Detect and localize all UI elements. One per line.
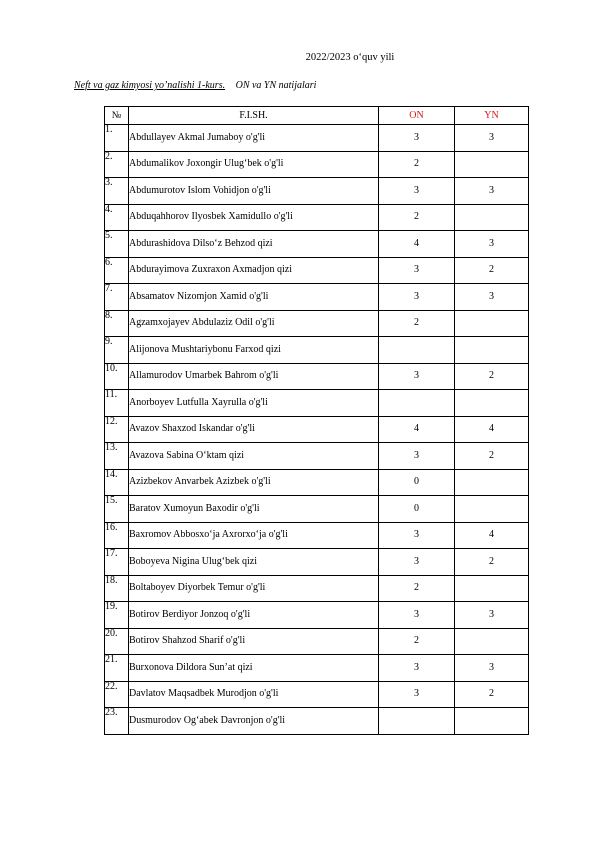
row-number: 10. xyxy=(105,363,129,390)
yn-score xyxy=(455,575,529,602)
table-row xyxy=(105,257,529,284)
table-row xyxy=(105,655,529,682)
table-row xyxy=(105,575,529,602)
direction-label: Neft va gaz kimyosi yo’nalishi 1-kurs. xyxy=(74,80,226,91)
row-number: 3. xyxy=(105,178,129,205)
row-number: 1. xyxy=(105,125,129,152)
yn-score: 2 xyxy=(455,549,529,576)
column-header-yn: YN xyxy=(455,107,529,125)
yn-score: 3 xyxy=(455,655,529,682)
yn-score xyxy=(455,310,529,337)
on-score: 3 xyxy=(379,178,455,205)
student-name: Alijonova Mushtariybonu Farxod qizi xyxy=(129,337,379,364)
on-score: 3 xyxy=(379,681,455,708)
student-name: Abdumurotov Islom Vohidjon o'g'li xyxy=(129,178,379,205)
yn-score xyxy=(455,496,529,523)
student-name: Avazov Shaxzod Iskandar o'g'li xyxy=(129,416,379,443)
table-row xyxy=(105,443,529,470)
yn-score: 2 xyxy=(455,443,529,470)
student-name: Burxonova Dildora Sun’at qizi xyxy=(129,655,379,682)
table-row xyxy=(105,284,529,311)
yn-score: 4 xyxy=(455,416,529,443)
academic-year: 2022/2023 o‘quv yili xyxy=(305,52,395,63)
student-name: Avazova Sabina O‘ktam qizi xyxy=(129,443,379,470)
yn-score: 4 xyxy=(455,522,529,549)
row-number: 2. xyxy=(105,151,129,178)
on-score xyxy=(379,390,455,417)
table-row xyxy=(105,231,529,258)
on-score: 3 xyxy=(379,363,455,390)
results-title: ON va YN natijalari xyxy=(235,80,317,91)
on-score: 0 xyxy=(379,469,455,496)
yn-score: 3 xyxy=(455,231,529,258)
row-number: 15. xyxy=(105,496,129,523)
row-number: 13. xyxy=(105,443,129,470)
student-name: Abdurashidova Dilso‘z Behzod qizi xyxy=(129,231,379,258)
on-score: 4 xyxy=(379,416,455,443)
row-number: 17. xyxy=(105,549,129,576)
student-name: Boltaboyev Diyorbek Temur o'g'li xyxy=(129,575,379,602)
yn-score: 2 xyxy=(455,363,529,390)
on-score: 2 xyxy=(379,151,455,178)
yn-score xyxy=(455,337,529,364)
yn-score: 3 xyxy=(455,125,529,152)
on-score: 2 xyxy=(379,575,455,602)
student-name: Dusmurodov Og‘abek Davronjon o'g'li xyxy=(129,708,379,735)
student-name: Allamurodov Umarbek Bahrom o'g'li xyxy=(129,363,379,390)
on-score: 3 xyxy=(379,602,455,629)
on-score: 2 xyxy=(379,310,455,337)
on-score: 3 xyxy=(379,655,455,682)
row-number: 6. xyxy=(105,257,129,284)
table-row xyxy=(105,178,529,205)
row-number: 8. xyxy=(105,310,129,337)
table-row xyxy=(105,337,529,364)
table-row xyxy=(105,681,529,708)
student-name: Agzamxojayev Abdulaziz Odil o'g'li xyxy=(129,310,379,337)
on-score: 3 xyxy=(379,522,455,549)
table-row xyxy=(105,151,529,178)
table-row xyxy=(105,708,529,735)
table-row xyxy=(105,549,529,576)
student-name: Boboyeva Nigina Ulug‘bek qizi xyxy=(129,549,379,576)
results-table xyxy=(104,106,529,735)
on-score: 3 xyxy=(379,125,455,152)
on-score: 3 xyxy=(379,549,455,576)
yn-score xyxy=(455,708,529,735)
table-row xyxy=(105,469,529,496)
on-score: 3 xyxy=(379,284,455,311)
yn-score xyxy=(455,204,529,231)
row-number: 19. xyxy=(105,602,129,629)
student-name: Absamatov Nizomjon Xamid o'g'li xyxy=(129,284,379,311)
row-number: 11. xyxy=(105,390,129,417)
row-number: 9. xyxy=(105,337,129,364)
table-body xyxy=(105,125,529,735)
row-number: 4. xyxy=(105,204,129,231)
student-name: Botirov Shahzod Sharif o'g'li xyxy=(129,628,379,655)
row-number: 7. xyxy=(105,284,129,311)
table-row xyxy=(105,390,529,417)
table-header-row xyxy=(105,107,529,125)
row-number: 14. xyxy=(105,469,129,496)
yn-score: 3 xyxy=(455,602,529,629)
column-header-number: № xyxy=(105,107,129,125)
on-score: 2 xyxy=(379,204,455,231)
on-score: 2 xyxy=(379,628,455,655)
yn-score xyxy=(455,469,529,496)
table-row xyxy=(105,204,529,231)
table-row xyxy=(105,496,529,523)
column-header-on: ON xyxy=(379,107,455,125)
student-name: Abduqahhorov Ilyosbek Xamidullo o'g'li xyxy=(129,204,379,231)
yn-score: 2 xyxy=(455,681,529,708)
yn-score: 2 xyxy=(455,257,529,284)
document-subtitle xyxy=(74,80,316,91)
student-name: Abdullayev Akmal Jumaboy o'g'li xyxy=(129,125,379,152)
table-row xyxy=(105,628,529,655)
student-name: Abdurayimova Zuxraxon Axmadjon qizi xyxy=(129,257,379,284)
table-row xyxy=(105,416,529,443)
on-score xyxy=(379,337,455,364)
table-row xyxy=(105,363,529,390)
student-name: Davlatov Maqsadbek Murodjon o'g'li xyxy=(129,681,379,708)
on-score: 0 xyxy=(379,496,455,523)
yn-score xyxy=(455,390,529,417)
row-number: 20. xyxy=(105,628,129,655)
row-number: 23. xyxy=(105,708,129,735)
row-number: 16. xyxy=(105,522,129,549)
student-name: Baratov Xumoyun Baxodir o'g'li xyxy=(129,496,379,523)
row-number: 18. xyxy=(105,575,129,602)
on-score: 3 xyxy=(379,443,455,470)
row-number: 22. xyxy=(105,681,129,708)
column-header-name: F.I.SH. xyxy=(129,107,379,125)
student-name: Baxromov Abbosxo‘ja Axrorxo‘ja o'g'li xyxy=(129,522,379,549)
on-score xyxy=(379,708,455,735)
table-row xyxy=(105,125,529,152)
row-number: 12. xyxy=(105,416,129,443)
yn-score: 3 xyxy=(455,178,529,205)
yn-score xyxy=(455,628,529,655)
student-name: Azizbekov Anvarbek Azizbek o'g'li xyxy=(129,469,379,496)
row-number: 21. xyxy=(105,655,129,682)
student-name: Anorboyev Lutfulla Xayrulla o'g'li xyxy=(129,390,379,417)
student-name: Botirov Berdiyor Jonzoq o'g'li xyxy=(129,602,379,629)
row-number: 5. xyxy=(105,231,129,258)
on-score: 3 xyxy=(379,257,455,284)
table-row xyxy=(105,310,529,337)
table-row xyxy=(105,602,529,629)
yn-score xyxy=(455,151,529,178)
on-score: 4 xyxy=(379,231,455,258)
yn-score: 3 xyxy=(455,284,529,311)
table-row xyxy=(105,522,529,549)
student-name: Abdumalikov Joxongir Ulug‘bek o'g'li xyxy=(129,151,379,178)
